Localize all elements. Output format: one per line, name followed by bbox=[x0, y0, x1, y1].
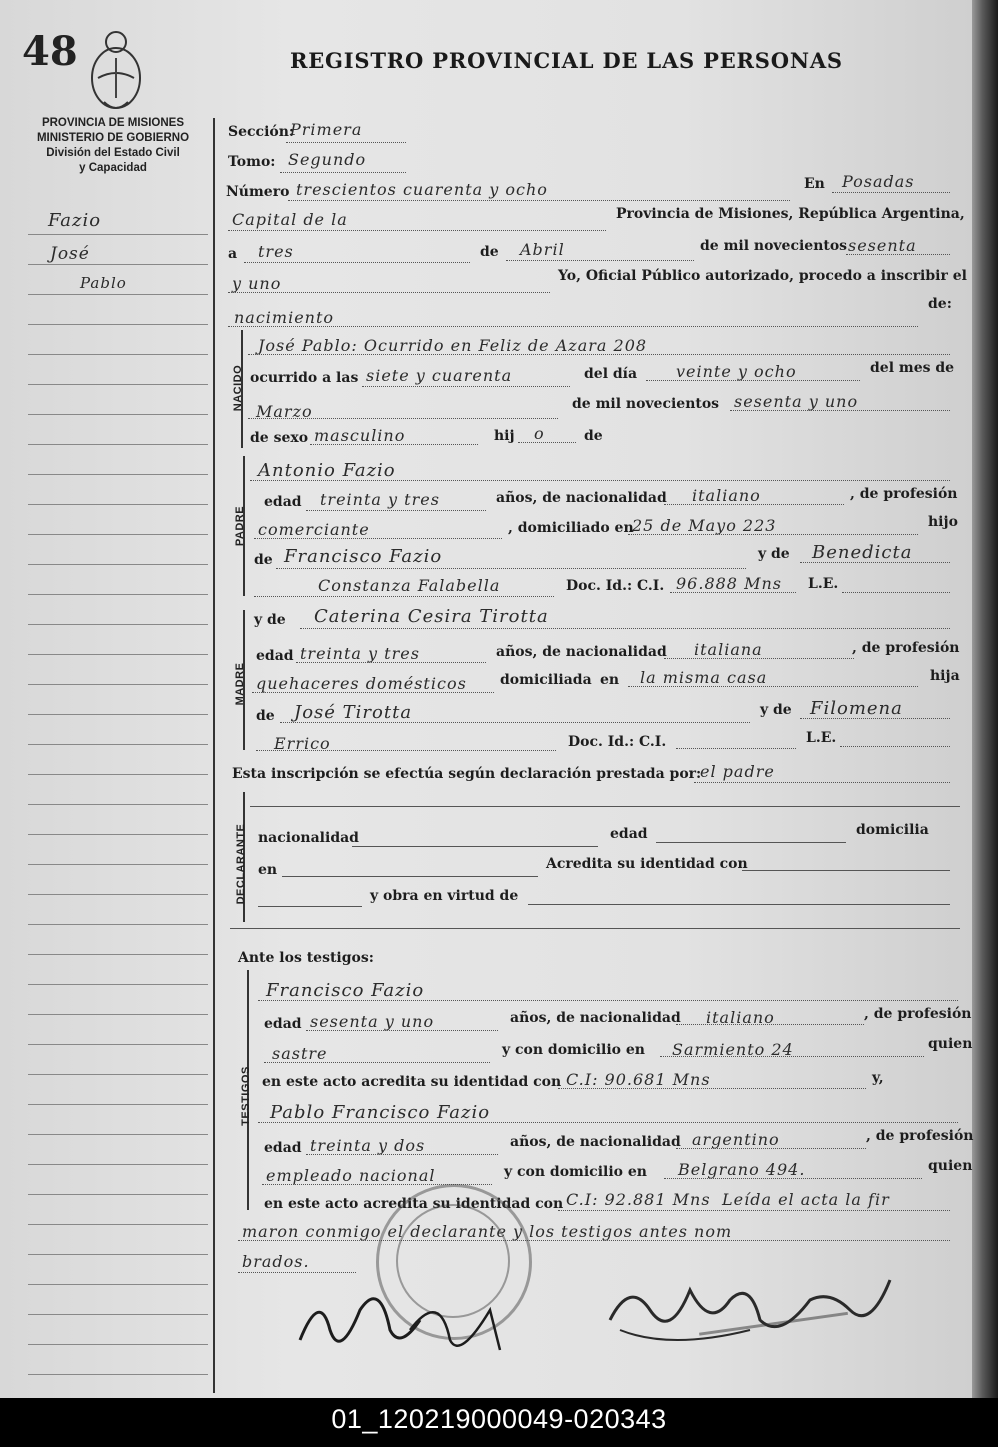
declarante-edad-label: edad bbox=[610, 826, 648, 842]
margin-rule-line bbox=[28, 234, 208, 235]
cierre-b: brados. bbox=[242, 1252, 310, 1271]
margin-rule-line bbox=[28, 414, 208, 415]
padre-padre: Francisco Fazio bbox=[284, 546, 443, 567]
mil-label: de mil novecientos bbox=[700, 238, 848, 254]
margin-surname: Fazio bbox=[48, 210, 102, 231]
testigo1-prof-label: , de profesión bbox=[864, 1006, 972, 1022]
margin-rule-line bbox=[28, 1134, 208, 1135]
mes-inscripcion: Abril bbox=[520, 240, 565, 259]
hora-nacimiento: siete y cuarenta bbox=[366, 366, 513, 385]
column-divider bbox=[213, 118, 215, 1393]
margin-rule-line bbox=[28, 444, 208, 445]
declarante-acredita-label: Acredita su identidad con bbox=[546, 856, 748, 872]
testigo2-nacionalidad: argentino bbox=[692, 1130, 780, 1149]
de-colon-label: de: bbox=[928, 296, 952, 312]
padre-de-label: de bbox=[254, 552, 273, 568]
padre-doc-label: Doc. Id.: C.I. bbox=[566, 578, 665, 594]
margin-rule-line bbox=[28, 1074, 208, 1075]
nacido-nombre: José Pablo: Ocurrido en Feliz de Azara 208 bbox=[258, 336, 648, 355]
margin-rule-line bbox=[28, 1344, 208, 1345]
margin-rule-line bbox=[28, 894, 208, 895]
testigo1-nacionalidad: italiano bbox=[706, 1008, 775, 1027]
margin-rule-line bbox=[28, 714, 208, 715]
madre-nacionalidad: italiana bbox=[694, 640, 763, 659]
margin-rule-line bbox=[28, 624, 208, 625]
testigo1-dom-label: y con domicilio en bbox=[502, 1042, 645, 1058]
ocurrido-label: ocurrido a las bbox=[250, 370, 359, 386]
madre-prof-label: , de profesión bbox=[852, 640, 960, 656]
testigo1-ci: C.I: 90.681 Mns bbox=[566, 1070, 711, 1089]
dia-inscripcion: tres bbox=[258, 242, 294, 261]
document-title: REGISTRO PROVINCIAL DE LAS PERSONAS bbox=[290, 48, 843, 73]
issuer-block bbox=[18, 116, 208, 176]
margin-rule-line bbox=[28, 534, 208, 535]
numero-value: trescientos cuarenta y ocho bbox=[296, 180, 548, 199]
margin-rule-line bbox=[28, 1374, 208, 1375]
madre-dom-label: domiciliada bbox=[500, 672, 592, 688]
margin-rule-line bbox=[28, 804, 208, 805]
madre-en-label: en bbox=[600, 672, 620, 688]
margin-rule-line bbox=[28, 684, 208, 685]
madre-hija-label: hija bbox=[930, 668, 960, 684]
padre-nac-label: años, de nacionalidad bbox=[496, 490, 667, 506]
margin-rule-line bbox=[28, 834, 208, 835]
padre-profesion: comerciante bbox=[258, 520, 370, 539]
cierre-a: maron conmigo el declarante y los testigos antes nom bbox=[242, 1222, 733, 1241]
testigo1-edad-label: edad bbox=[264, 1016, 302, 1032]
margin-rule-line bbox=[28, 1224, 208, 1225]
coat-of-arms-icon bbox=[84, 28, 148, 112]
testigo1-nombre: Francisco Fazio bbox=[266, 980, 425, 1001]
madre-doc-label: Doc. Id.: C.I. bbox=[568, 734, 667, 750]
padre-prof-label: , de profesión bbox=[850, 486, 958, 502]
de-nac-label: de bbox=[584, 428, 603, 444]
testigo2-quien-label: quien bbox=[928, 1158, 973, 1174]
margin-rule-line bbox=[28, 1104, 208, 1105]
madre-padre: José Tirotta bbox=[294, 702, 413, 723]
declarante-en-label: en bbox=[258, 862, 278, 878]
a-label: a bbox=[228, 246, 238, 262]
margin-rule-line bbox=[28, 294, 208, 295]
padre-edad-label: edad bbox=[264, 494, 302, 510]
page-number: 48 bbox=[22, 28, 78, 75]
testigo2-edad-label: edad bbox=[264, 1140, 302, 1156]
testigo1-acredita-label: en este acto acredita su identidad con bbox=[262, 1074, 562, 1090]
testigos-ante-label: Ante los testigos: bbox=[238, 950, 374, 966]
leida-text: Leída el acta la fir bbox=[722, 1190, 890, 1209]
padre-hijo-label: hijo bbox=[928, 514, 958, 530]
padre-nombre: Antonio Fazio bbox=[258, 460, 396, 481]
margin-rule-line bbox=[28, 654, 208, 655]
testigo2-profesion: empleado nacional bbox=[266, 1166, 436, 1185]
margin-rule-line bbox=[28, 1314, 208, 1315]
testigo1-domicilio: Sarmiento 24 bbox=[672, 1040, 794, 1059]
margin-rule-line bbox=[28, 984, 208, 985]
padre-dom-label: , domiciliado en bbox=[508, 520, 634, 536]
tomo-value: Segundo bbox=[288, 150, 367, 169]
margin-rule-line bbox=[28, 1284, 208, 1285]
seccion-label: Sección: bbox=[228, 124, 295, 140]
en-label: En bbox=[804, 176, 825, 192]
margin-rule-line bbox=[28, 864, 208, 865]
margin-rule-line bbox=[28, 954, 208, 955]
issuer-division: División del Estado Civil bbox=[46, 147, 180, 159]
madre-y-de2-label: y de bbox=[760, 702, 792, 718]
yo-text: Yo, Oficial Público autorizado, procedo a inscribir el bbox=[558, 268, 967, 284]
issuer-capacity: y Capacidad bbox=[79, 162, 147, 174]
margin-rule-line bbox=[28, 564, 208, 565]
madre-madre-a: Filomena bbox=[810, 698, 903, 719]
madre-nac-label: años, de nacionalidad bbox=[496, 644, 667, 660]
declarante-nac-label: nacionalidad bbox=[258, 830, 359, 846]
numero-label: Número bbox=[226, 184, 290, 200]
anio-b: y uno bbox=[232, 274, 282, 293]
margin-rule-line bbox=[28, 504, 208, 505]
margin-rule-line bbox=[28, 264, 208, 265]
anio-a: sesenta bbox=[848, 236, 917, 255]
testigo2-acredita-label: en este acto acredita su identidad con bbox=[264, 1196, 564, 1212]
margin-rule-line bbox=[28, 924, 208, 925]
del-mes-label: del mes de bbox=[870, 360, 955, 376]
madre-nombre: Caterina Cesira Tirotta bbox=[314, 606, 549, 627]
de-label: de bbox=[480, 244, 499, 260]
issuer-ministry: MINISTERIO DE GOBIERNO bbox=[36, 132, 190, 144]
seccion-value: Primera bbox=[290, 120, 363, 139]
tomo-label: Tomo: bbox=[228, 154, 276, 170]
padre-y-de-label: y de bbox=[758, 546, 790, 562]
margin-rule-line bbox=[28, 324, 208, 325]
padre-le-label: L.E. bbox=[808, 576, 839, 592]
margin-rule-line bbox=[28, 1014, 208, 1015]
declarante-dom-label: domicilia bbox=[856, 822, 929, 838]
testigo1-nac-label: años, de nacionalidad bbox=[510, 1010, 681, 1026]
madre-y-de-label: y de bbox=[254, 612, 286, 628]
dia-nacimiento: veinte y ocho bbox=[676, 362, 797, 381]
declarante-obra-label: y obra en virtud de bbox=[370, 888, 519, 904]
declaracion-por: el padre bbox=[700, 762, 775, 781]
madre-edad: treinta y tres bbox=[300, 644, 420, 663]
declarante-tag: DECLARANTE bbox=[235, 823, 247, 905]
margin-rule-line bbox=[28, 774, 208, 775]
tipo-inscripcion: nacimiento bbox=[234, 308, 335, 327]
testigo1-profesion: sastre bbox=[272, 1044, 328, 1063]
madre-madre-b: Errico bbox=[274, 734, 331, 753]
testigo1-y-label: y, bbox=[872, 1070, 884, 1086]
margin-rule-line bbox=[28, 384, 208, 385]
padre-tag: PADRE bbox=[234, 505, 246, 547]
margin-rule-line bbox=[28, 744, 208, 745]
testigo2-dom-label: y con domicilio en bbox=[504, 1164, 647, 1180]
margin-rule-line bbox=[28, 474, 208, 475]
margin-rule-line bbox=[28, 354, 208, 355]
margin-rule-line bbox=[28, 1254, 208, 1255]
image-id-footer: 01_120219000049-020343 bbox=[0, 1398, 998, 1447]
padre-madre-b: Constanza Falabella bbox=[318, 576, 501, 595]
sexo-value: masculino bbox=[314, 426, 406, 445]
testigo2-domicilio: Belgrano 494. bbox=[678, 1160, 806, 1179]
padre-nacionalidad: italiano bbox=[692, 486, 761, 505]
testigo2-nac-label: años, de nacionalidad bbox=[510, 1134, 681, 1150]
del-dia-label: del día bbox=[584, 366, 638, 382]
madre-le-label: L.E. bbox=[806, 730, 837, 746]
testigo2-edad: treinta y dos bbox=[310, 1136, 426, 1155]
hij-label: hij bbox=[494, 428, 515, 444]
madre-de-label: de bbox=[256, 708, 275, 724]
padre-doc: 96.888 Mns bbox=[676, 574, 782, 593]
mil-nac-label: de mil novecientos bbox=[572, 396, 720, 412]
madre-profesion: quehaceres domésticos bbox=[256, 674, 467, 693]
testigo1-edad: sesenta y uno bbox=[310, 1012, 435, 1031]
padre-domicilio: 25 de Mayo 223 bbox=[632, 516, 777, 535]
en-value: Posadas bbox=[842, 172, 915, 191]
anio-nacimiento: sesenta y uno bbox=[734, 392, 859, 411]
testigo2-nombre: Pablo Francisco Fazio bbox=[270, 1102, 491, 1123]
sexo-label: de sexo bbox=[250, 430, 309, 446]
testigo1-quien-label: quien bbox=[928, 1036, 973, 1052]
lugar-value: Capital de la bbox=[232, 210, 348, 229]
padre-edad: treinta y tres bbox=[320, 490, 440, 509]
testigo2-ci: C.I: 92.881 Mns bbox=[566, 1190, 711, 1209]
margin-middle-name: Pablo bbox=[80, 274, 127, 292]
declaracion-text: Esta inscripción se efectúa según declaración prestada por: bbox=[232, 766, 702, 782]
page-edge bbox=[972, 0, 998, 1398]
nacido-tag: NACIDO bbox=[232, 364, 244, 412]
margin-rule-line bbox=[28, 1164, 208, 1165]
margin-rule-line bbox=[28, 594, 208, 595]
margin-first-name: José bbox=[50, 244, 90, 264]
madre-domicilio: la misma casa bbox=[640, 668, 768, 687]
provincia-text: Provincia de Misiones, República Argentina, bbox=[616, 206, 965, 222]
padre-madre-a: Benedicta bbox=[812, 542, 913, 563]
testigo2-prof-label: , de profesión bbox=[866, 1128, 974, 1144]
margin-rule-line bbox=[28, 1044, 208, 1045]
margin-rule-line bbox=[28, 1194, 208, 1195]
mes-nacimiento: Marzo bbox=[256, 402, 313, 421]
issuer-province: PROVINCIA DE MISIONES bbox=[41, 117, 185, 129]
madre-edad-label: edad bbox=[256, 648, 294, 664]
testigos-tag: TESTIGOS bbox=[240, 1066, 252, 1126]
hij-suffix: o bbox=[534, 424, 545, 443]
madre-tag: MADRE bbox=[234, 662, 246, 706]
